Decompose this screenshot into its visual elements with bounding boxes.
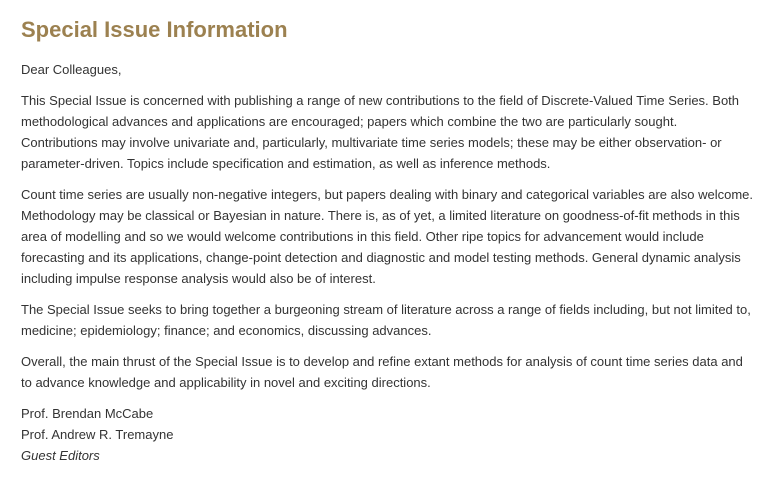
greeting: Dear Colleagues,: [21, 62, 122, 77]
section-heading: Special Issue Information: [21, 17, 288, 42]
paragraph-1: This Special Issue is concerned with publishing a range of new contributions to the field of Discrete-Valued Time Series. Both methodological advances and applications are encouraged; papers which combine the two are particularly sought. Contributions may involve univariate and, particularly, multivariate time series models; these may be either observation- or parameter-driven. Topics include specification and estimation, as well as inference methods.: [21, 93, 740, 171]
editors-role: Guest Editors: [21, 448, 100, 463]
paragraph-2: Count time series are usually non-negative integers, but papers dealing with binary and categorical variables are also welcome. Methodology may be classical or Bayesian in nature. There is, as of yet, a limited literature on goodness-of-fit methods in this area of modelling and so we would welcome contributions in this field. Other ripe topics for advancement would include forecasting and its applications, change-point detection and diagnostic and model testing methods. General dynamic analysis including impulse response analysis would also be of interest.: [21, 187, 754, 286]
paragraph-3: The Special Issue seeks to bring together a burgeoning stream of literature across a range of fields including, but not limited to, medicine; epidemiology; finance; and economics, discussing advances.: [21, 302, 751, 338]
paragraph-4: Overall, the main thrust of the Special Issue is to develop and refine extant methods for analysis of count time series data and to advance knowledge and applicability in novel and exciting directions.: [21, 354, 743, 390]
editor-name: Prof. Brendan McCabe: [21, 406, 154, 421]
editor-name: Prof. Andrew R. Tremayne: [21, 427, 174, 442]
editors-block: [21, 403, 756, 466]
